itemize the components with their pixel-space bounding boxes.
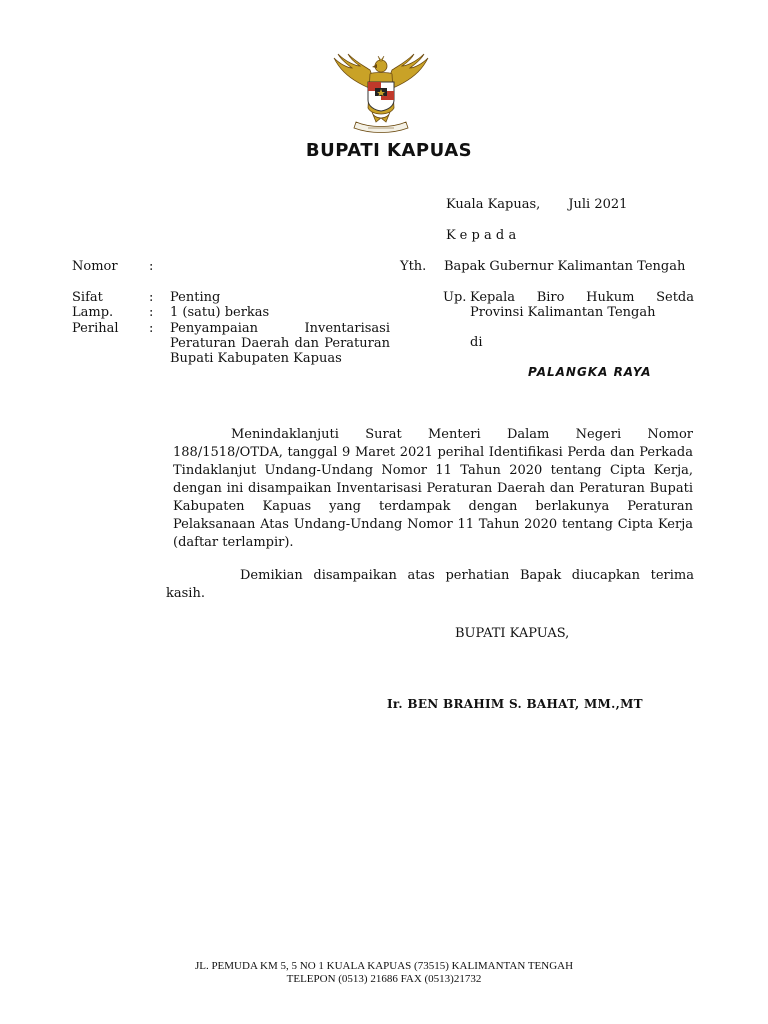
meta-value: Penting	[170, 290, 221, 305]
meta-colon: :	[149, 259, 154, 274]
body-paragraph-1: Menindaklanjuti Surat Menteri Dalam Negeri Nomor 188/1518/OTDA, tanggal 9 Maret 2021 perihal Identifikasi Perda dan Perkada Tindaklanjut Undang-Undang Nomor 11 Tahun 2020 tentang Cipta Kerja, dengan ini disampaikan Inventarisasi Peraturan Daerah dan Peraturan Bupati Kabupaten Kapuas yang terdampak dengan berlakunya Peraturan Pelaksanaan Atas Undang-Undang Nomor 11 Tahun 2020 tentang Cipta Kerja (daftar terlampir).	[173, 427, 693, 550]
meta-colon: :	[149, 305, 154, 320]
up-value: Kepala Biro Hukum Setda Provinsi Kalimantan Tengah	[470, 290, 694, 320]
date-text: Juli 2021	[568, 197, 628, 212]
to-label: Kepada	[446, 228, 521, 243]
yth-value: Bapak Gubernur Kalimantan Tengah	[444, 259, 686, 274]
recipient-city: PALANGKA RAYA	[528, 365, 652, 379]
yth-label: Yth.	[400, 259, 427, 274]
footer-address: JL. PEMUDA KM 5, 5 NO 1 KUALA KAPUAS (73515) KALIMANTAN TENGAH	[194, 960, 574, 972]
recipient-di: di	[470, 335, 483, 350]
letterhead-title: BUPATI KAPUAS	[305, 140, 473, 161]
place-text: Kuala Kapuas,	[446, 197, 541, 212]
body-paragraph-2: Demikian disampaikan atas perhatian Bapak diucapkan terima kasih.	[166, 568, 694, 601]
meta-colon: :	[149, 290, 154, 305]
footer-phone: TELEPON (0513) 21686 FAX (0513)21732	[286, 973, 482, 985]
place-date	[446, 197, 627, 212]
meta-key: Sifat	[72, 290, 103, 305]
meta-key: Perihal	[72, 321, 119, 336]
signature-title: BUPATI KAPUAS,	[455, 626, 570, 641]
meta-value: Penyampaian Inventarisasi Peraturan Daerah dan Peraturan Bupati Kabupaten Kapuas	[170, 321, 390, 366]
up-label: Up.	[443, 290, 467, 305]
meta-key: Lamp.	[72, 305, 114, 320]
meta-key: Nomor	[72, 259, 118, 274]
signature-name: Ir. BEN BRAHIM S. BAHAT, MM.,MT	[387, 697, 643, 711]
meta-colon: :	[149, 321, 154, 336]
meta-value: 1 (satu) berkas	[170, 305, 270, 320]
garuda-emblem-icon	[330, 52, 432, 134]
